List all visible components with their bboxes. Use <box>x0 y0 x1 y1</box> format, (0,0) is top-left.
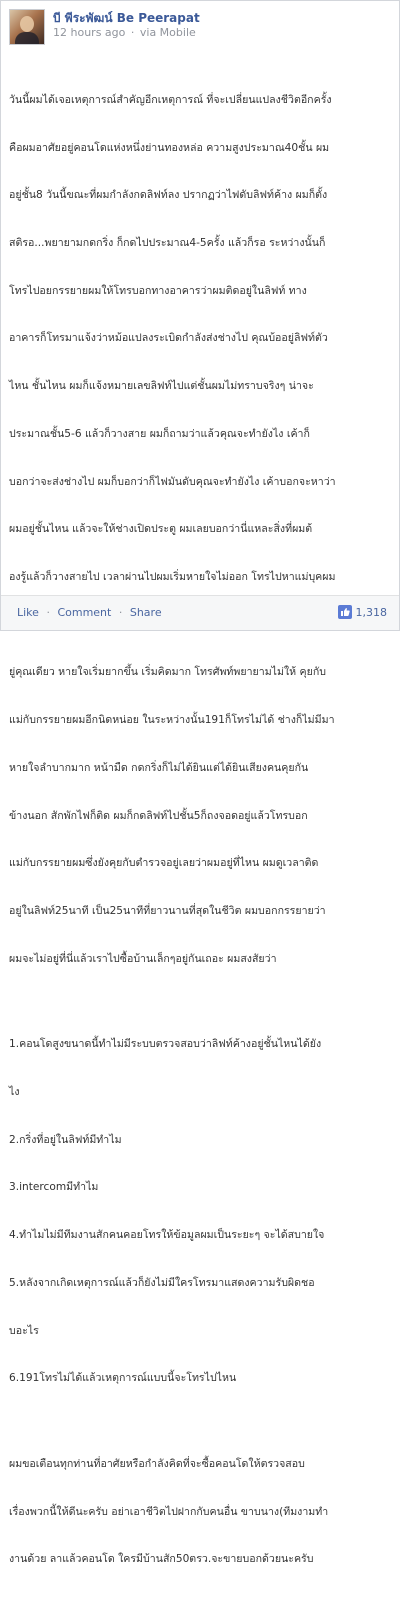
post-line: บอกว่าจะส่งช่างไป ผมก็บอกว่าก็ไฟมันดับคุณจะทำยังไง เค้าบอกจะหาว่า <box>9 475 336 488</box>
post-line: วันนี้ผมได้เจอเหตุการณ์สำคัญอีกเหตุการณ์ ที่จะเปลี่ยนแปลงชีวิตอีกครั้ง <box>9 93 332 106</box>
list-item: 2.กริ่งที่อยู่ในลิฟท์มีทำไม <box>9 1133 122 1146</box>
post-line: งานด้วย ลาแล้วคอนโด ใครมีบ้านสัก50ตรว.จะขายบอกด้วยนะครับ <box>9 1553 314 1566</box>
list-item: 5.หลังจากเกิดเหตุการณ์แล้วก็ยังไม่มีใครโทรมาแสดงความรับผิดชอ <box>9 1276 315 1289</box>
post-line: องรู้แล้วก็วางสายไป เวลาผ่านไปผมเริ่มหายใจไม่ออก โทรไปหาแม่บุคผม <box>9 571 336 583</box>
post-time[interactable]: 12 hours ago <box>53 26 126 39</box>
post-line: อยู่ชั้น8 วันนี้ขณะที่ผมกำลังกดลิฟท์ลง ปรากฏว่าไฟดับลิฟท์ค้าง ผมก็ตั้ง <box>9 189 328 202</box>
post-footer <box>1 595 399 630</box>
post-line: อาคารก็โทรมาแจ้งว่าหม้อแปลงระเบิดกำลังส่งช่างไป คุณบ้ออยู่ลิฟท์ตัว <box>9 332 328 345</box>
post-header <box>9 9 391 49</box>
like-link[interactable]: Like <box>17 606 39 619</box>
list-item: 1.คอนโดสูงขนาดนี้ทำไม่มีระบบตรวจสอบว่าลิฟท์ค้างอยู่ชั้นไหนได้ยัง <box>9 1038 322 1051</box>
list-item: 4.ทำไมไม่มีทีมงานสักคนคอยโทรให้ข้อมูลผมเป็นระยะๆ จะได้สบายใจ <box>9 1229 325 1242</box>
list-item: 6.191โทรไม่ได้แล้วเหตุการณ์แบบนี้จะโทรไปไหน <box>9 1372 237 1385</box>
post-line: แม่กับกรรยายผมซึ่งยังคุยกับตำรวจอยู่เลยว่าผมอยู่ที่ไหน ผมดูเวลาติด <box>9 857 319 870</box>
post-meta <box>53 26 196 39</box>
post-line: เรื่องพวกนี้ให้ดีนะครับ อย่าเอาชีวิตไปฝากกับคนอื่น ขาบนาง(ทีมงามทำ <box>9 1505 329 1518</box>
post-body <box>9 61 393 1606</box>
share-link[interactable]: Share <box>129 606 162 619</box>
post-paragraph <box>9 61 393 999</box>
post-line: ผมจะไม่อยู่ที่นี่แล้วเราไปซื้อบ้านเล็กๆอยู่กันเถอะ ผมสงสัยว่า <box>9 952 277 965</box>
post-line: ผมอยู่ชั้นไหน แล้วจะให้ช่างเปิดประตู ผมเลยบอกว่านี่แหละสิ่งที่ผมต้ <box>9 523 313 536</box>
post-line: ประมาณชั้น5-6 แล้วก็วางสาย ผมก็ถามว่าแล้วคุณจะทำยังไง เค้าก็ <box>9 427 310 440</box>
post-question-list <box>9 1005 393 1419</box>
post-line: อยู่ในลิฟท์25นาที เป็น25นาทีที่ยาวนานที่สุดในชีวิต ผมบอกกรรยายว่า <box>9 905 326 918</box>
post-line: หายใจลำบากมาก หน้ามืด กดกริ่งก็ไม่ได้ยินแต่ได้ยินเสียงคนคุยกัน <box>9 761 309 774</box>
list-item: ไง <box>9 1086 20 1098</box>
meta-separator: · <box>130 26 135 39</box>
post-line: ไหน ชั้นไหน ผมก็แจ้งหมายเลขลิฟท์ไปแต่ชั้นผมไม่ทราบจริงๆ น่าจะ <box>9 380 314 393</box>
comment-link[interactable]: Comment <box>57 606 112 619</box>
post-line: โทรไปอยกรรยายผมให้โทรบอกทางอาคารว่าผมติดอยู่ในลิฟท์ ทาง <box>9 284 307 297</box>
post-line: ยู่คุณเดียว หายใจเริ่มยากขึ้น เริ่มคิดมาก โทรศัพท์พยายามไม่ให้ คุยกับ <box>9 666 326 679</box>
post-source: via Mobile <box>139 26 196 39</box>
post-line: ผมขอเตือนทุกท่านที่อาศัยหรือกำลังคิดที่จะซื้อคอนโดให้ตรวจสอบ <box>9 1457 305 1470</box>
author-avatar[interactable] <box>9 9 45 45</box>
post-line: แม่กับกรรยายผมอีกนิดหน่อย ในระหว่างนั้น191ก็โทรไม่ได้ ช่างก็ไม่มีมา <box>9 714 335 727</box>
like-count[interactable] <box>338 605 388 619</box>
post-actions <box>17 606 162 619</box>
list-item: บอะไร <box>9 1324 39 1337</box>
thumbs-up-icon <box>338 605 352 619</box>
post-line: สติรอ...พยายามกดกริ่ง ก็กดไปประมาณ4-5ครั้ง แล้วก็รอ ระหว่างนั้นก็ <box>9 236 326 249</box>
post-closing <box>9 1425 393 1600</box>
post-line: คือผมอาศัยอยู่คอนโดแห่งหนึ่งย่านทองหล่อ ความสูงประมาณ40ชั้น ผม <box>9 141 330 154</box>
author-name[interactable]: บี พีระพัฒน์ Be Peerapat <box>53 11 200 25</box>
list-item: 3.intercomมีทำไม <box>9 1181 99 1194</box>
post-line: ข้างนอก สักพักไฟก็ติด ผมก็กดลิฟท์ไปชั้น5ก็ถงจอดอยู่แล้วโทรบอก <box>9 809 308 822</box>
like-count-value: 1,318 <box>355 605 387 619</box>
avatar-face <box>20 16 34 32</box>
action-separator: · <box>118 606 123 619</box>
action-separator: · <box>46 606 50 619</box>
avatar-shirt <box>15 32 39 44</box>
